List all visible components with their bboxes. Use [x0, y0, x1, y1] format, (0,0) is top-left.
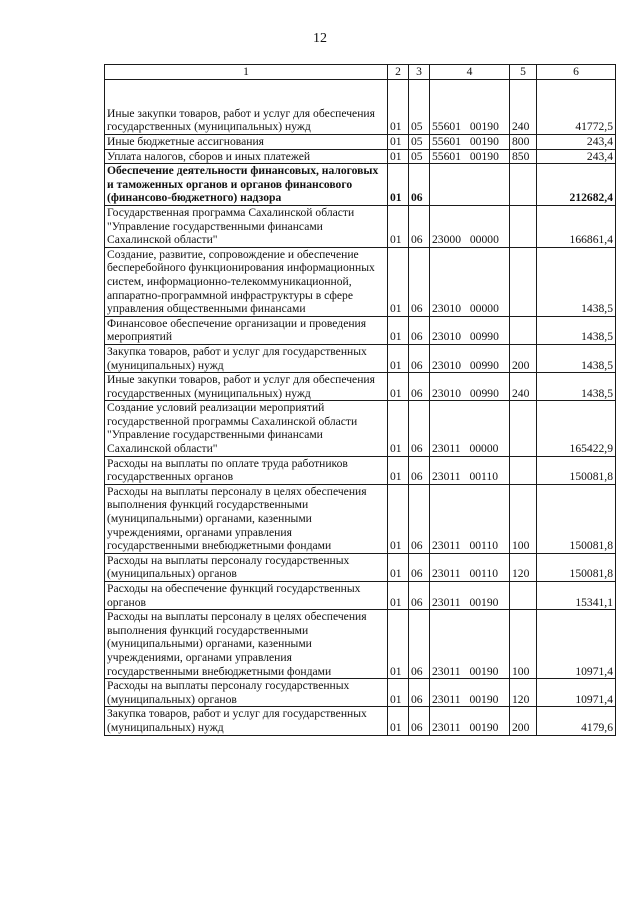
row-section-code: 01: [388, 553, 409, 581]
row-target-item-code: 23010 00990: [430, 344, 510, 372]
header-cell-amount: 6: [537, 65, 616, 80]
row-expense-type-code: [510, 247, 537, 316]
row-expense-type-code: 200: [510, 707, 537, 735]
row-amount: 165422,9: [537, 401, 616, 456]
table-row: [105, 401, 616, 456]
row-section-code: 01: [388, 707, 409, 735]
row-target-item-code: 23010 00000: [430, 247, 510, 316]
row-expense-type-code: 120: [510, 553, 537, 581]
row-subsection-code: 06: [409, 484, 430, 553]
row-description: Создание, развитие, сопровождение и обеспечение бесперебойного функционирования информационных систем, информационно-телекоммуникационной, аппаратно-программной инфраструктуры в сфере управления общественными финансами: [105, 247, 388, 316]
header-cell-subsection: 3: [409, 65, 430, 80]
table-header-row: [105, 65, 616, 80]
row-target-item-code: 23011 00110: [430, 484, 510, 553]
row-expense-type-code: 100: [510, 610, 537, 679]
row-expense-type-code: 200: [510, 344, 537, 372]
row-description: Уплата налогов, сборов и иных платежей: [105, 149, 388, 164]
row-description: Обеспечение деятельности финансовых, налоговых и таможенных органов и органов финансового (финансово-бюджетного) надзора: [105, 164, 388, 206]
row-target-item-code: 23000 00000: [430, 205, 510, 247]
row-target-item-code: 55601 00190: [430, 149, 510, 164]
row-description: Расходы на выплаты персоналу государственных (муниципальных) органов: [105, 553, 388, 581]
row-expense-type-code: [510, 205, 537, 247]
row-target-item-code: 23011 00190: [430, 679, 510, 707]
row-expense-type-code: 100: [510, 484, 537, 553]
row-amount: 212682,4: [537, 164, 616, 206]
row-subsection-code: 05: [409, 149, 430, 164]
table-row: [105, 373, 616, 401]
row-amount: 15341,1: [537, 582, 616, 610]
row-subsection-code: 06: [409, 316, 430, 344]
row-description: Государственная программа Сахалинской области "Управление государственными финансами Сахалинской области": [105, 205, 388, 247]
row-target-item-code: 23010 00990: [430, 316, 510, 344]
header-cell-target-item: 4: [430, 65, 510, 80]
row-section-code: 01: [388, 373, 409, 401]
table-row: [105, 582, 616, 610]
table-row: [105, 679, 616, 707]
table-row: [105, 553, 616, 581]
row-target-item-code: 55601 00190: [430, 135, 510, 150]
table-row: [105, 456, 616, 484]
row-expense-type-code: [510, 401, 537, 456]
row-target-item-code: 23011 00190: [430, 582, 510, 610]
header-cell-description: 1: [105, 65, 388, 80]
row-expense-type-code: 240: [510, 80, 537, 135]
row-subsection-code: 06: [409, 456, 430, 484]
row-expense-type-code: [510, 164, 537, 206]
table-row: [105, 164, 616, 206]
page-number: 12: [313, 31, 327, 46]
row-section-code: 01: [388, 80, 409, 135]
row-subsection-code: 06: [409, 247, 430, 316]
row-section-code: 01: [388, 164, 409, 206]
row-expense-type-code: [510, 456, 537, 484]
table-row: [105, 247, 616, 316]
row-section-code: 01: [388, 149, 409, 164]
table-row: [105, 149, 616, 164]
row-amount: 150081,8: [537, 484, 616, 553]
table-row: [105, 344, 616, 372]
header-cell-expense-type: 5: [510, 65, 537, 80]
table-row: [105, 610, 616, 679]
table-row: [105, 484, 616, 553]
row-amount: 243,4: [537, 135, 616, 150]
row-subsection-code: 06: [409, 373, 430, 401]
row-target-item-code: 23011 00110: [430, 553, 510, 581]
header-cell-section: 2: [388, 65, 409, 80]
row-amount: 1438,5: [537, 247, 616, 316]
row-subsection-code: 06: [409, 401, 430, 456]
row-section-code: 01: [388, 679, 409, 707]
row-section-code: 01: [388, 401, 409, 456]
row-amount: 150081,8: [537, 456, 616, 484]
row-subsection-code: 06: [409, 679, 430, 707]
row-subsection-code: 06: [409, 164, 430, 206]
row-target-item-code: 23011 00000: [430, 401, 510, 456]
row-section-code: 01: [388, 344, 409, 372]
row-target-item-code: 55601 00190: [430, 80, 510, 135]
row-subsection-code: 06: [409, 582, 430, 610]
row-target-item-code: 23011 00110: [430, 456, 510, 484]
table-row: [105, 80, 616, 135]
row-amount: 166861,4: [537, 205, 616, 247]
row-subsection-code: 06: [409, 553, 430, 581]
row-section-code: 01: [388, 316, 409, 344]
row-amount: 1438,5: [537, 373, 616, 401]
row-section-code: 01: [388, 247, 409, 316]
row-subsection-code: 05: [409, 80, 430, 135]
row-target-item-code: 23011 00190: [430, 610, 510, 679]
row-amount: 1438,5: [537, 316, 616, 344]
row-amount: 10971,4: [537, 679, 616, 707]
row-description: Расходы на выплаты по оплате труда работников государственных органов: [105, 456, 388, 484]
row-amount: 1438,5: [537, 344, 616, 372]
row-target-item-code: 23010 00990: [430, 373, 510, 401]
row-description: Финансовое обеспечение организации и проведения мероприятий: [105, 316, 388, 344]
row-expense-type-code: 850: [510, 149, 537, 164]
row-description: Расходы на обеспечение функций государственных органов: [105, 582, 388, 610]
row-section-code: 01: [388, 582, 409, 610]
row-subsection-code: 06: [409, 707, 430, 735]
row-description: Расходы на выплаты персоналу государственных (муниципальных) органов: [105, 679, 388, 707]
row-expense-type-code: [510, 316, 537, 344]
row-amount: 243,4: [537, 149, 616, 164]
row-description: Иные закупки товаров, работ и услуг для обеспечения государственных (муниципальных) нужд: [105, 373, 388, 401]
row-description: Создание условий реализации мероприятий государственной программы Сахалинской области "Управление государственными финансами Сахалинской области": [105, 401, 388, 456]
row-description: Расходы на выплаты персоналу в целях обеспечения выполнения функций государственными (муниципальными) органами, казенными учреждениями, органами управления государственными внебюджетными фондами: [105, 484, 388, 553]
table-body: [105, 80, 616, 736]
row-expense-type-code: 120: [510, 679, 537, 707]
row-expense-type-code: 240: [510, 373, 537, 401]
row-description: Иные закупки товаров, работ и услуг для обеспечения государственных (муниципальных) нужд: [105, 80, 388, 135]
row-expense-type-code: [510, 582, 537, 610]
row-subsection-code: 05: [409, 135, 430, 150]
table-row: [105, 135, 616, 150]
row-amount: 150081,8: [537, 553, 616, 581]
row-amount: 4179,6: [537, 707, 616, 735]
row-target-item-code: 23011 00190: [430, 707, 510, 735]
row-subsection-code: 06: [409, 610, 430, 679]
row-description: Иные бюджетные ассигнования: [105, 135, 388, 150]
row-subsection-code: 06: [409, 205, 430, 247]
row-section-code: 01: [388, 205, 409, 247]
row-target-item-code: [430, 164, 510, 206]
row-subsection-code: 06: [409, 344, 430, 372]
table-row: [105, 316, 616, 344]
row-amount: 10971,4: [537, 610, 616, 679]
row-expense-type-code: 800: [510, 135, 537, 150]
row-section-code: 01: [388, 456, 409, 484]
row-section-code: 01: [388, 484, 409, 553]
row-description: Закупка товаров, работ и услуг для государственных (муниципальных) нужд: [105, 707, 388, 735]
table-row: [105, 707, 616, 735]
row-amount: 41772,5: [537, 80, 616, 135]
row-section-code: 01: [388, 135, 409, 150]
row-description: Расходы на выплаты персоналу в целях обеспечения выполнения функций государственными (муниципальными) органами, казенными учреждениями, органами управления государственными внебюджетными фондами: [105, 610, 388, 679]
budget-table: [104, 64, 616, 736]
row-description: Закупка товаров, работ и услуг для государственных (муниципальных) нужд: [105, 344, 388, 372]
table-row: [105, 205, 616, 247]
row-section-code: 01: [388, 610, 409, 679]
